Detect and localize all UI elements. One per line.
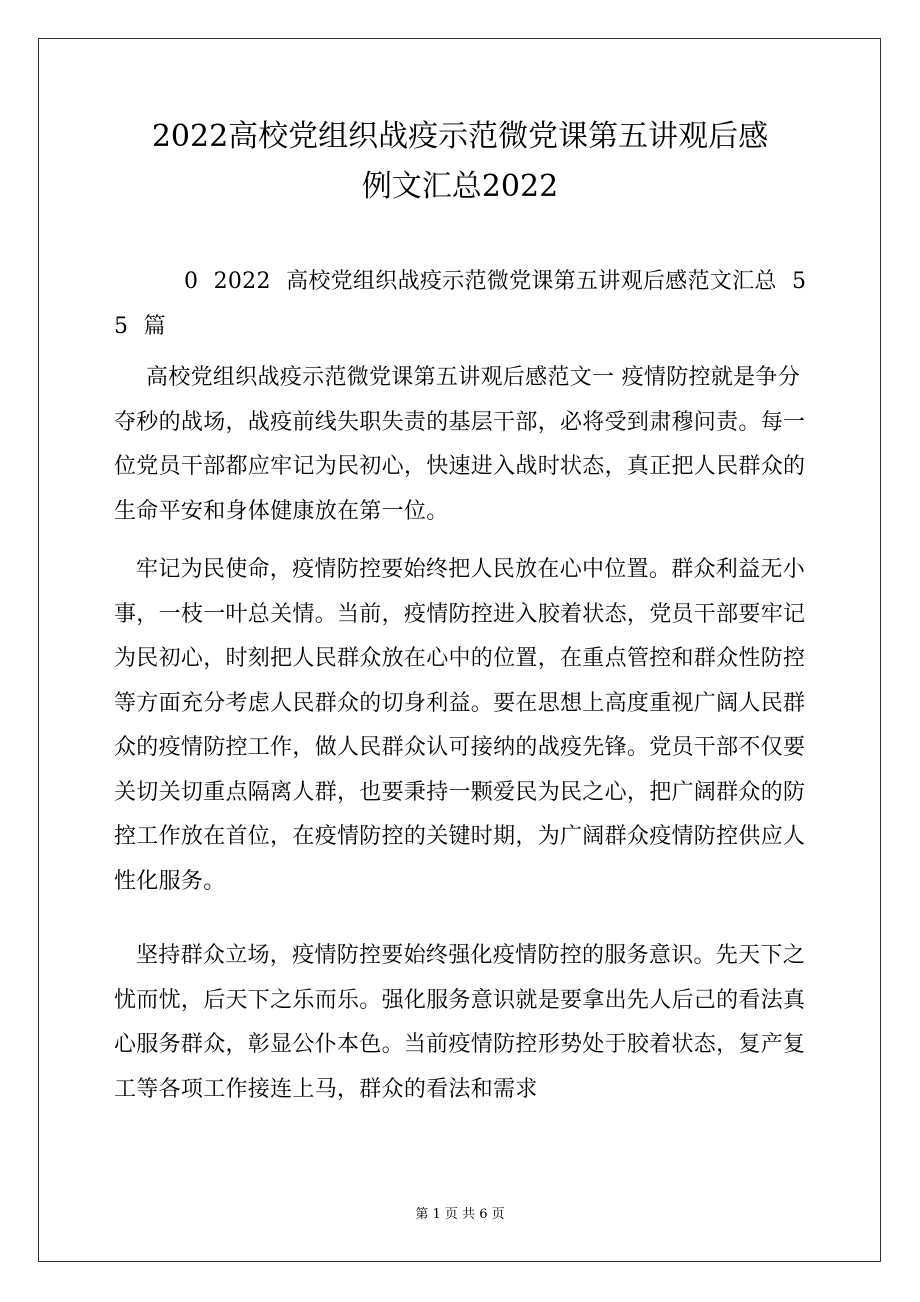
paragraph-1 — [114, 356, 814, 534]
paragraph-2 — [114, 548, 814, 904]
paragraph-text: 牢记为民使命，疫情防控要始终把人民放在心中位置。群众利益无小事，一枝一叶总关情。当前，疫情防控进入胶着状态，党员干部要牢记为民初心，时刻把人民群众放在心中的位置，在重点管控和群众性防控等方面充分考虑人民群众的切身利益。要在思想上高度重视广阔人民群众的疫情防控工作，做人民群众认可接纳的战疫先锋。党员干部不仅要关切关切重点隔离人群，也要秉持一颗爱民为民之心，把广阔群众的防控工作放在首位，在疫情防控的关键时期，为广阔群众疫情防控供应人性化服务。 — [114, 557, 806, 894]
page-number: 第 1 页 共 6 页 — [415, 1207, 505, 1222]
intro-text: 0 2022 高校党组织战疫示范微党课第五讲观后感范文汇总 5 5 篇 — [114, 269, 807, 339]
paragraph-text: 坚持群众立场，疫情防控要始终强化疫情防控的服务意识。先天下之忧而忧，后天下之乐而乐。强化服务意识就是要拿出先人后己的看法真心服务群众，彰显公仆本色。当前疫情防控形势处于胶着状态，复产复工等各项工作接连上马，群众的看法和需求 — [114, 943, 806, 1102]
paragraph-3 — [114, 934, 814, 1112]
title-line-1: 2022高校党组织战疫示范微党课第五讲观后感 — [151, 119, 769, 154]
paragraph-text: 高校党组织战疫示范微党课第五讲观后感范文一 疫情防控就是争分夺秒的战场，战疫前线失职失责的基层干部，必将受到肃穆问责。每一位党员干部都应牢记为民初心，快速进入战时状态，真正把人民群众的生命平安和身体健康放在第一位。 — [114, 365, 806, 524]
intro-paragraph — [114, 260, 814, 349]
page-footer — [0, 1206, 920, 1224]
title-line-2: 例文汇总2022 — [361, 169, 559, 204]
document-title — [60, 112, 860, 212]
